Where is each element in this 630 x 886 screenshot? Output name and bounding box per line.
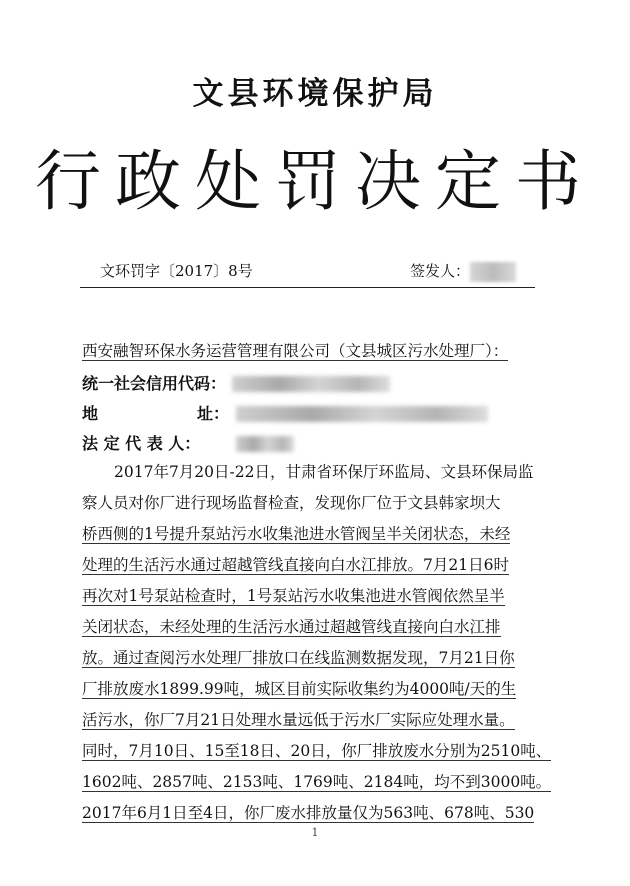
body-line: 关闭状态，未经处理的生活污水通过超越管线直接向白水江排 xyxy=(82,618,501,636)
body-line: 桥西侧的1号提升泵站污水收集池进水管阀呈半关闭状态，未经 xyxy=(82,525,511,543)
credit-code-redaction xyxy=(232,376,390,392)
body-line: 2017年6月1日至4日，你厂废水排放量仅为563吨、678吨、530 xyxy=(82,804,535,822)
address-label-1: 地 xyxy=(82,404,99,423)
credit-code-label: 统一社会信用代码： xyxy=(82,374,227,393)
body-line: 1602吨、2857吨、2153吨、1769吨、2184吨，均不到3000吨。 xyxy=(82,773,552,791)
body-line: 同时，7月10日、15至18日、20日，你厂排放废水分别为2510吨、 xyxy=(82,742,552,760)
document-meta xyxy=(0,258,630,284)
body-line: 察人员对你厂进行现场监督检查，发现你厂位于文县韩家坝大 xyxy=(82,494,501,512)
address-redaction xyxy=(236,406,488,422)
body-line: 2017年7月20日-22日，甘肃省环保厅环监局、文县环保局监 xyxy=(114,463,534,481)
signer-label: 签发人： xyxy=(410,262,471,280)
legal-rep-redaction xyxy=(236,436,294,452)
page-number: 1 xyxy=(311,826,319,839)
signer-redaction xyxy=(470,262,516,282)
legal-rep-label: 法 定 代 表 人： xyxy=(82,434,201,453)
body-line: 活污水，你厂7月21日处理水量远低于污水厂实际应处理水量。 xyxy=(82,711,515,729)
address-label-2: 址： xyxy=(197,404,230,423)
recipient-company-text: 西安融智环保水务运营管理有限公司（文县城区污水处理厂）： xyxy=(82,342,509,360)
agency-title: 文县环境保护局 xyxy=(192,76,438,112)
body-line: 处理的生活污水通过超越管线直接向白水江排放。7月21日6时 xyxy=(82,556,509,574)
header-divider xyxy=(80,287,535,288)
recipient-company xyxy=(82,337,560,369)
body-line: 再次对1号泵站检查时，1号泵站污水收集池进水管阀依然呈半 xyxy=(82,587,505,605)
document-number: 文环罚字〔2017〕8号 xyxy=(100,262,253,280)
body-line: 厂排放废水1899.99吨，城区目前实际收集约为4000吨/天的生 xyxy=(82,680,517,698)
body-line: 放。通过查阅污水处理厂排放口在线监测数据发现，7月21日你 xyxy=(82,649,515,667)
document-type-title: 行政处罚决定书 xyxy=(35,143,595,220)
